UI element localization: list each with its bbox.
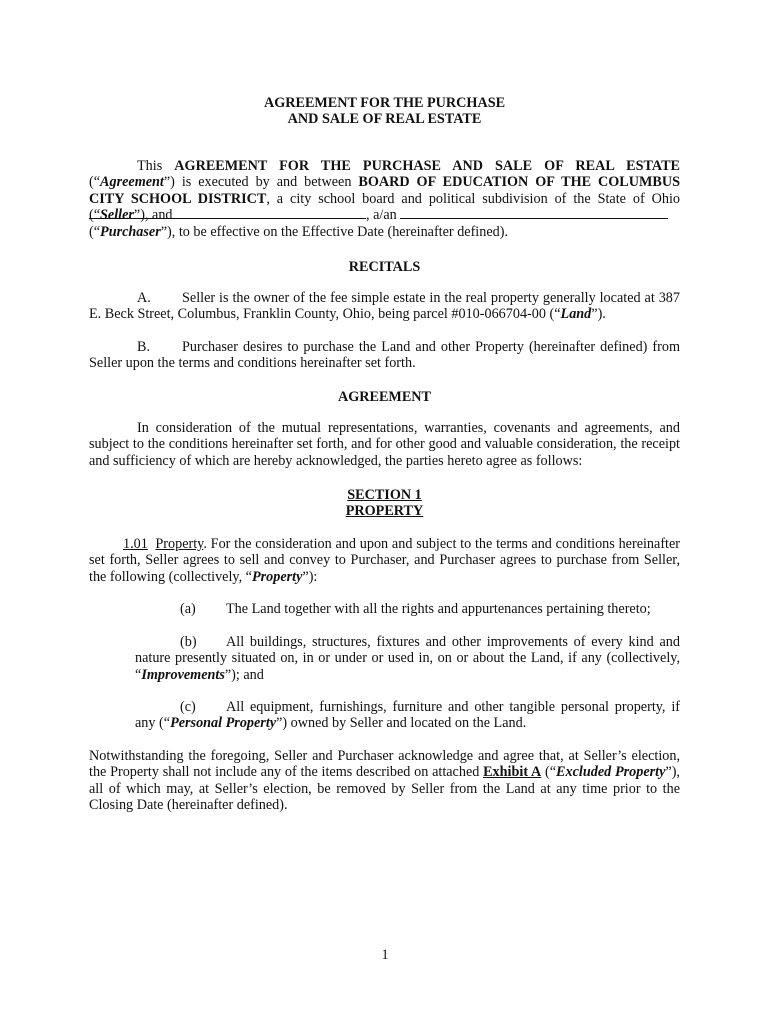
recital-b: B. Purchaser desires to purchase the Land and other Property (hereinafter defined) from Seller upon the terms and conditions hereinafter set forth. <box>89 339 680 372</box>
section-1-01: 1.01 Property. For the consideration and upon and subject to the terms and conditions hereinafter set forth, Seller agrees to sell and convey to Purchaser, and Purchaser agrees to purchase from Seller, the following (collectively, “Property”): <box>89 536 681 585</box>
agreement-heading: AGREEMENT <box>337 389 431 405</box>
notwithstanding-paragraph: Notwithstanding the foregoing, Seller and Purchaser acknowledge and agree that, at Seller’s election, the Property shall not include any of the items described on attached Exhibit A (“Excluded Property”), all of which may, at Seller’s election, be removed by Seller from the Land at any time prior to the Closing Date (hereinafter defined). <box>89 748 680 814</box>
recital-a: A. Seller is the owner of the fee simple estate in the real property generally located at 387 E. Beck Street, Columbus, Franklin County, Ohio, being parcel #010-066704-00 (“Land”). <box>89 290 680 323</box>
party-blank-line: , a/an <box>89 207 680 223</box>
title-line-1: AGREEMENT FOR THE PURCHASE <box>263 95 506 111</box>
purchaser-entity-blank[interactable] <box>400 207 668 219</box>
section-1-title: PROPERTY <box>345 503 424 520</box>
item-c: (c) All equipment, furnishings, furniture and other tangible personal property, if any (“Personal Property”) owned by Seller and located on the Land. <box>135 699 680 732</box>
exhibit-a-reference: Exhibit A <box>483 764 542 781</box>
section-1-number: SECTION 1 <box>347 487 422 503</box>
section-1-01-number: 1.01 <box>123 536 148 552</box>
intro-paragraph: This AGREEMENT FOR THE PURCHASE AND SALE OF REAL ESTATE (“Agreement”) is executed by and between BOARD OF EDUCATION OF THE COLUMBUS CITY SCHOOL DISTRICT, a city school board and political subdivision of the State of Ohio (“Seller”), and <box>89 158 680 224</box>
item-b: (b) All buildings, structures, fixtures and other improvements of every kind and nature presently situated on, in or under or used in, on or about the Land, if any (collectively, “Improvements”); and <box>135 634 680 683</box>
title-line-2: AND SALE OF REAL ESTATE <box>287 111 482 128</box>
item-b-label: (b) <box>180 634 197 650</box>
purchaser-name-blank[interactable] <box>89 207 366 219</box>
section-1-heading <box>89 487 680 520</box>
agreement-paragraph: In consideration of the mutual representations, warranties, covenants and agreements, and subject to the conditions hereinafter set forth, and for other good and valuable consideration, the receipt and sufficiency of which are hereby acknowledged, the parties hereto agree as follows: <box>89 420 680 469</box>
purchaser-definition: (“Purchaser”), to be effective on the Effective Date (hereinafter defined). <box>89 224 509 240</box>
page-number: 1 <box>381 947 389 963</box>
item-a-label: (a) <box>180 601 196 617</box>
document-title <box>89 95 680 128</box>
recital-b-label: B. <box>137 339 151 355</box>
recital-a-label: A. <box>137 290 151 306</box>
section-1-01-title: Property <box>155 536 204 552</box>
recitals-heading: RECITALS <box>348 259 421 275</box>
item-c-label: (c) <box>180 699 196 715</box>
item-a: (a) The Land together with all the rights and appurtenances pertaining thereto; <box>180 601 651 617</box>
